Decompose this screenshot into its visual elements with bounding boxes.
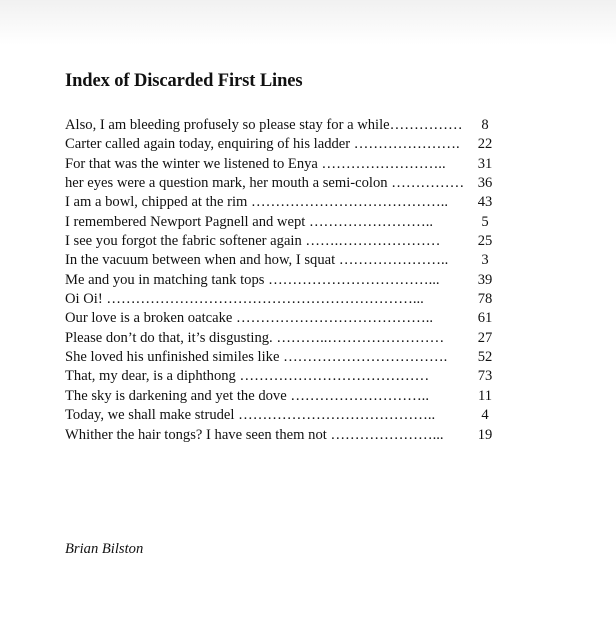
page-number: 78 bbox=[477, 291, 493, 308]
page-number: 19 bbox=[477, 426, 493, 443]
index-entry bbox=[65, 271, 505, 290]
page-number: 11 bbox=[477, 387, 493, 404]
first-line: I remembered Newport Pagnell and wept …………………….. bbox=[65, 213, 434, 230]
first-line: Me and you in matching tank tops ……………………………... bbox=[65, 271, 440, 288]
page-title: Index of Discarded First Lines bbox=[65, 71, 303, 91]
page-number: 8 bbox=[481, 117, 489, 133]
first-line: Carter called again today, enquiring of his ladder …………………. bbox=[65, 136, 460, 153]
page-number: 52 bbox=[477, 349, 493, 366]
page-number: 61 bbox=[477, 310, 493, 327]
index-entry bbox=[65, 309, 505, 328]
page-number: 73 bbox=[477, 368, 493, 385]
first-line: That, my dear, is a diphthong ………………………………… bbox=[65, 368, 430, 385]
first-line: Also, I am bleeding profusely so please stay for a while…………… bbox=[65, 117, 463, 133]
index-entry bbox=[65, 213, 505, 232]
page-number: 25 bbox=[477, 233, 493, 250]
first-line: I am a bowl, chipped at the rim ………………………………….. bbox=[65, 194, 449, 211]
index-entry bbox=[65, 348, 505, 367]
index-entry bbox=[65, 251, 505, 270]
first-line: Please don’t do that, it’s disgusting. ………..…………………… bbox=[65, 329, 445, 346]
page-number: 31 bbox=[477, 155, 493, 172]
first-line: Today, we shall make strudel ………………………………….. bbox=[65, 407, 436, 424]
first-line: I see you forgot the fabric softener again …….………………… bbox=[65, 233, 441, 250]
first-line: She loved his unfinished similes like ……………………………. bbox=[65, 349, 448, 366]
index-entry bbox=[65, 426, 505, 445]
page-number: 27 bbox=[477, 329, 493, 346]
index-entry bbox=[65, 174, 505, 193]
index-entry bbox=[65, 367, 505, 386]
first-line: For that was the winter we listened to Enya …………………….. bbox=[65, 155, 446, 172]
index-entry bbox=[65, 193, 505, 212]
index-entry bbox=[65, 329, 505, 348]
first-line: her eyes were a question mark, her mouth a semi-colon …………… bbox=[65, 175, 465, 192]
page-number: 39 bbox=[477, 271, 493, 288]
index-entry bbox=[65, 387, 505, 406]
first-line: Oi Oi! ………………………………………………………... bbox=[65, 291, 424, 308]
author-signature: Brian Bilston bbox=[65, 541, 144, 557]
index-list bbox=[65, 116, 505, 445]
index-entry bbox=[65, 155, 505, 174]
page-number: 36 bbox=[477, 175, 493, 192]
first-line: The sky is darkening and yet the dove ……………………….. bbox=[65, 387, 429, 404]
index-entry bbox=[65, 290, 505, 309]
index-entry bbox=[65, 116, 505, 135]
page-number: 43 bbox=[477, 194, 493, 211]
index-entry bbox=[65, 135, 505, 154]
page-number: 5 bbox=[481, 213, 489, 230]
page-number: 3 bbox=[481, 252, 489, 269]
page-number: 4 bbox=[481, 407, 489, 424]
first-line: Whither the hair tongs? I have seen them not …………………... bbox=[65, 426, 444, 443]
first-line: Our love is a broken oatcake ………………………………….. bbox=[65, 310, 434, 327]
index-entry bbox=[65, 406, 505, 425]
index-entry bbox=[65, 232, 505, 251]
page-number: 22 bbox=[477, 136, 493, 153]
first-line: In the vacuum between when and how, I squat ………………….. bbox=[65, 252, 449, 269]
